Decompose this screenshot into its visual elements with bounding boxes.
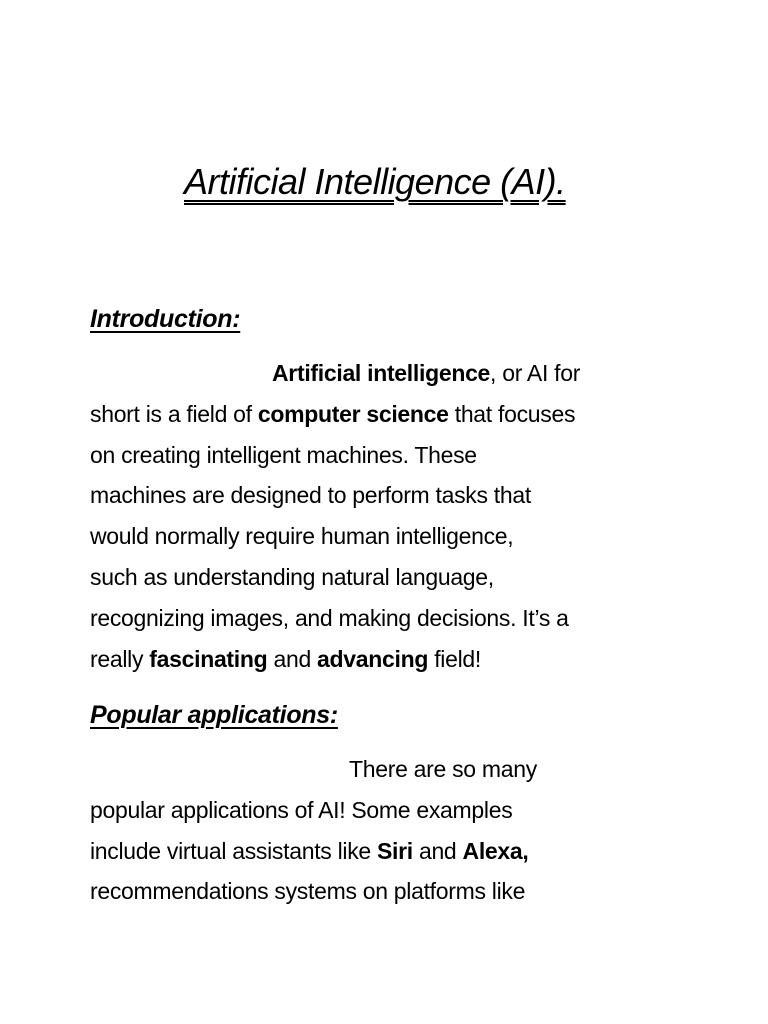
paragraph-line <box>90 353 690 394</box>
bold-term: Siri <box>376 837 413 864</box>
document-title: Artificial Intelligence (AI). <box>184 161 566 202</box>
text-run: and <box>412 837 463 864</box>
applications-heading: Popular applications: <box>90 701 338 729</box>
paragraph-line <box>90 831 690 872</box>
text-run: include virtual assistants like <box>90 837 377 864</box>
paragraph-line <box>90 394 690 435</box>
text-run: really <box>90 645 150 672</box>
paragraph-line: recommendations systems on platforms like <box>90 878 526 905</box>
introduction-paragraph <box>90 353 690 679</box>
text-run: field! <box>428 645 481 672</box>
paragraph-line: would normally require human intelligence, <box>90 523 514 550</box>
text-run: short is a field of <box>90 400 258 427</box>
bold-term: fascinating <box>149 645 268 672</box>
paragraph-line: such as understanding natural language, <box>90 563 494 590</box>
paragraph-line <box>90 639 690 680</box>
text-run: that focuses <box>448 400 576 427</box>
bold-term: Artificial intelligence <box>272 360 491 386</box>
paragraph-line: There are so many <box>349 756 537 782</box>
bold-term: advancing <box>317 645 429 672</box>
introduction-heading: Introduction: <box>90 305 241 333</box>
paragraph-line: machines are designed to perform tasks that <box>90 482 531 509</box>
paragraph-line: recognizing images, and making decisions. It’s a <box>90 604 569 631</box>
text-run: and <box>267 645 318 672</box>
bold-term: computer science <box>257 400 449 427</box>
paragraph-line: popular applications of AI! Some examples <box>90 796 513 823</box>
text-run: , or AI for <box>490 360 581 386</box>
bold-term: Alexa, <box>462 837 529 864</box>
paragraph-line: on creating intelligent machines. These <box>90 441 477 468</box>
applications-paragraph <box>90 749 690 912</box>
